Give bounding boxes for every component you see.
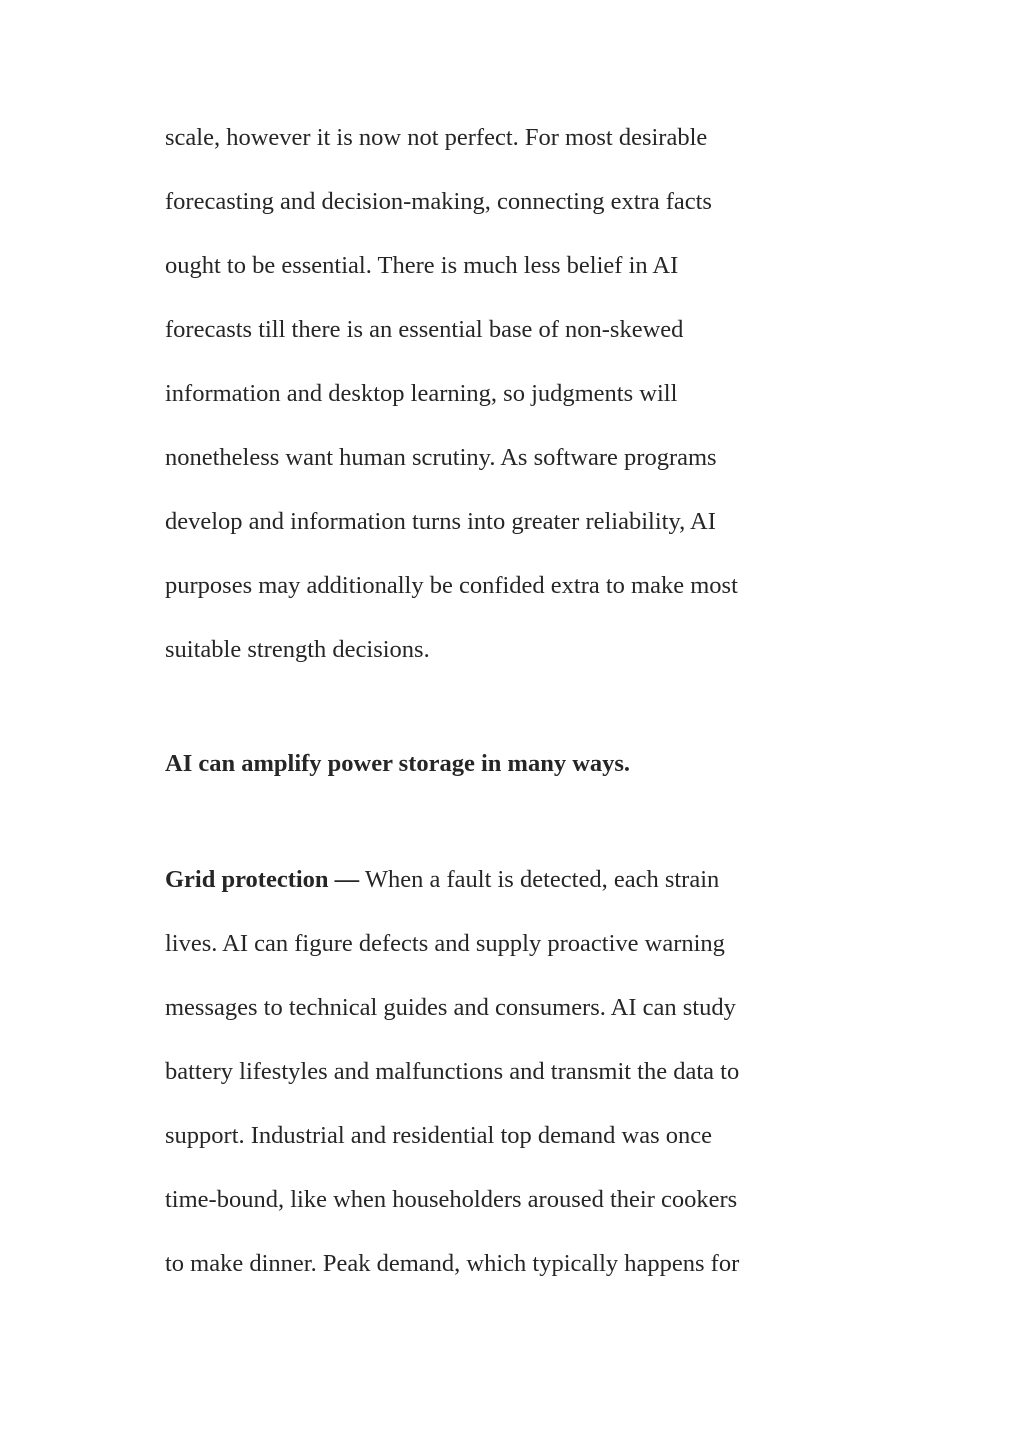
paragraph-grid-protection <box>165 848 865 1296</box>
paragraph-line: suitable strength decisions. <box>165 636 430 663</box>
section-heading: AI can amplify power storage in many ways. <box>165 750 631 777</box>
paragraph-line: forecasts till there is an essential base of non-skewed <box>165 316 684 343</box>
paragraph-line: information and desktop learning, so judgments will <box>165 380 678 407</box>
paragraph-line: support. Industrial and residential top demand was once <box>165 1122 713 1149</box>
paragraph-line: messages to technical guides and consumers. AI can study <box>165 994 736 1021</box>
paragraph-line-rest: When a fault is detected, each strain <box>359 866 720 893</box>
paragraph-line: scale, however it is now not perfect. For most desirable <box>165 124 708 151</box>
paragraph-line: nonetheless want human scrutiny. As software programs <box>165 444 717 471</box>
paragraph-line: to make dinner. Peak demand, which typically happens for <box>165 1250 740 1277</box>
paragraph-line: ought to be essential. There is much less belief in AI <box>165 252 679 279</box>
paragraph-line: purposes may additionally be confided extra to make most <box>165 572 738 599</box>
paragraph-first-line <box>165 848 865 912</box>
paragraph-line: develop and information turns into greater reliability, AI <box>165 508 716 535</box>
paragraph-line: forecasting and decision-making, connecting extra facts <box>165 188 712 215</box>
grid-protection-lead-in: Grid protection — <box>165 866 360 893</box>
paragraph-line: lives. AI can figure defects and supply proactive warning <box>165 930 725 957</box>
paragraph-line: time-bound, like when householders aroused their cookers <box>165 1186 738 1213</box>
paragraph-line: battery lifestyles and malfunctions and transmit the data to <box>165 1058 740 1085</box>
paragraph-ai-forecasting <box>165 106 865 682</box>
